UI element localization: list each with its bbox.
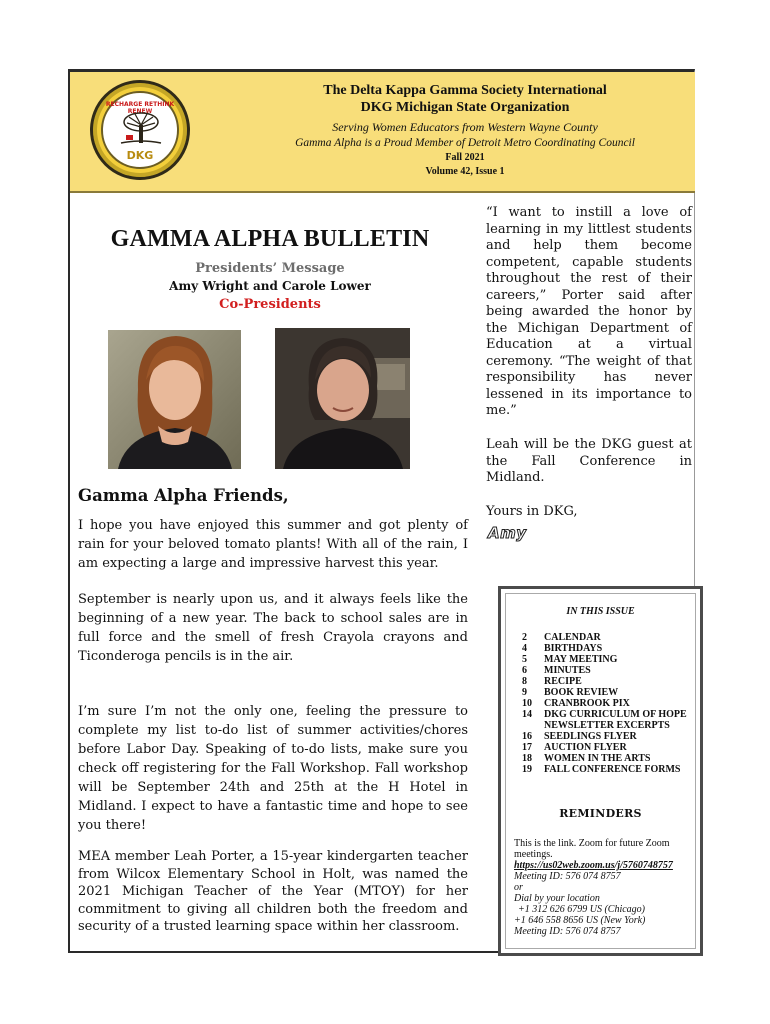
co-presidents-label: Co-Presidents [219,297,321,312]
toc-label: WOMEN IN THE ARTS [544,753,651,764]
toc-label: SEEDLINGS FLYER [544,731,637,742]
newsletter-header [70,72,695,193]
in-this-issue-sidebar [498,586,703,956]
logo-ring [101,91,179,169]
bulletin-title: GAMMA ALPHA BULLETIN [110,226,430,252]
member-line: Gamma Alpha is a Proud Member of Detroit Metro Coordinating Council [295,137,635,149]
toc-label: MAY MEETING [544,654,618,665]
toc-item[interactable] [522,742,692,753]
toc-item[interactable] [522,643,692,654]
meeting-id-repeat: Meeting ID: 576 074 8757 [514,926,621,937]
toc-page-number: 19 [522,764,532,775]
leah-guest-note: Leah will be the DKG guest at the Fall Conference in Midland. [486,437,692,485]
toc-page-number: 4 [522,643,527,654]
dial-label: Dial by your location [514,893,600,904]
letter-greeting: Gamma Alpha Friends, [78,486,289,505]
zoom-link[interactable]: https://us02web.zoom.us/j/5760748757 [514,860,673,871]
letter-paragraph-1: I hope you have enjoyed this summer and got plenty of rain for your beloved tomato plants! With all of the rain, I am expecting a large and impressive harvest this year. [78,518,468,571]
toc-item[interactable] [522,687,692,698]
toc-item[interactable] [522,665,692,676]
toc-item[interactable] [522,632,692,643]
letter-paragraph-2: September is nearly upon us, and it always feels like the beginning of a new year. The back to school sales are in full force and the smell of fresh Crayola crayons and Ticonderoga pencils is in the air. [78,592,468,664]
letter-closing: Yours in DKG, [486,504,578,519]
toc-label: FALL CONFERENCE FORMS [544,764,681,775]
logo-ring-text: RECHARGE RETHINK RENEW [105,101,175,115]
toc-item[interactable] [522,753,692,764]
toc-page-number: 5 [522,654,527,665]
header-text [250,82,680,179]
photo-carole-lower [275,328,410,469]
zoom-info [514,838,692,937]
serving-line: Serving Women Educators from Western Wayne County [332,120,598,134]
toc-page-number: 9 [522,687,527,698]
toc-label: AUCTION FLYER [544,742,627,753]
zoom-intro-text: This is the link. Zoom for future Zoom meetings. [514,838,670,860]
porter-quote: “I want to instill a love of learning in my littlest students and help them become competent, capable students throughout the rest of their careers,” Porter said after being awarded the honor by the Michigan Department of Education at a virtual ceremony. “The weight of that responsibility has never lessened in its importance to me.” [486,205,692,418]
volume-label: Volume 42, Issue 1 [425,166,505,177]
toc-item[interactable] [522,709,692,731]
president-names: Amy Wright and Carole Lower [169,279,371,293]
toc-page-number: 10 [522,698,532,709]
presidents-message-heading: Presidents’ Message [195,261,345,276]
signature: Amy [488,524,527,542]
logo-dkg-text: DKG [126,149,154,162]
toc-page-number: 16 [522,731,532,742]
photo-amy-wright [108,330,241,469]
zoom-intro [514,838,692,871]
toc-page-number: 8 [522,676,527,687]
table-of-contents [522,632,692,775]
tree-icon [119,111,163,145]
toc-item[interactable] [522,654,692,665]
toc-item[interactable] [522,698,692,709]
toc-label: DKG CURRICULUM OF HOPE NEWSLETTER EXCERPTS [544,709,687,731]
toc-page-number: 17 [522,742,532,753]
toc-page-number: 6 [522,665,527,676]
meeting-id: Meeting ID: 576 074 8757 [514,871,621,882]
or-label: or [514,882,523,893]
organization-name: DKG Michigan State Organization [360,100,570,115]
toc-page-number: 2 [522,632,527,643]
season-label: Fall 2021 [445,152,485,163]
toc-page-number: 18 [522,753,532,764]
toc-item[interactable] [522,676,692,687]
letter-paragraph-3: I’m sure I’m not the only one, feeling the pressure to complete my list to-do list of summer activities/chores before Labor Day. Speaking of to-do lists, make sure you check off registering for the Fall Workshop. Fall workshop will be September 24th and 25th at the H Hotel in Midland. I expect to have a fantastic time and hope to see you there! [78,704,468,833]
toc-label: RECIPE [544,676,582,687]
toc-label: CRANBROOK PIX [544,698,630,709]
in-this-issue-heading: IN THIS ISSUE [566,606,635,617]
reminders-heading: REMINDERS [559,807,642,820]
phone-new-york: +1 646 558 8656 US (New York) [514,915,646,926]
title-block [70,224,470,315]
toc-label: CALENDAR [544,632,601,643]
letter-paragraph-4: MEA member Leah Porter, a 15-year kindergarten teacher from Wilcox Elementary School in Holt, was named the 2021 Michigan Teacher of the Year (MTOY) for her commitment to giving all children both the freedom and security of a trusted learning space within her classroom. [78,849,468,934]
toc-item[interactable] [522,764,692,775]
society-name: The Delta Kappa Gamma Society International [323,83,607,98]
toc-label: BIRTHDAYS [544,643,603,654]
phone-chicago: +1 312 626 6799 US (Chicago) [518,904,646,915]
sidebar-inner-frame [505,593,696,949]
toc-page-number: 14 [522,709,532,720]
toc-item[interactable] [522,731,692,742]
toc-label: MINUTES [544,665,591,676]
dkg-logo [90,80,190,180]
newsletter-page [68,69,695,953]
toc-label: BOOK REVIEW [544,687,619,698]
